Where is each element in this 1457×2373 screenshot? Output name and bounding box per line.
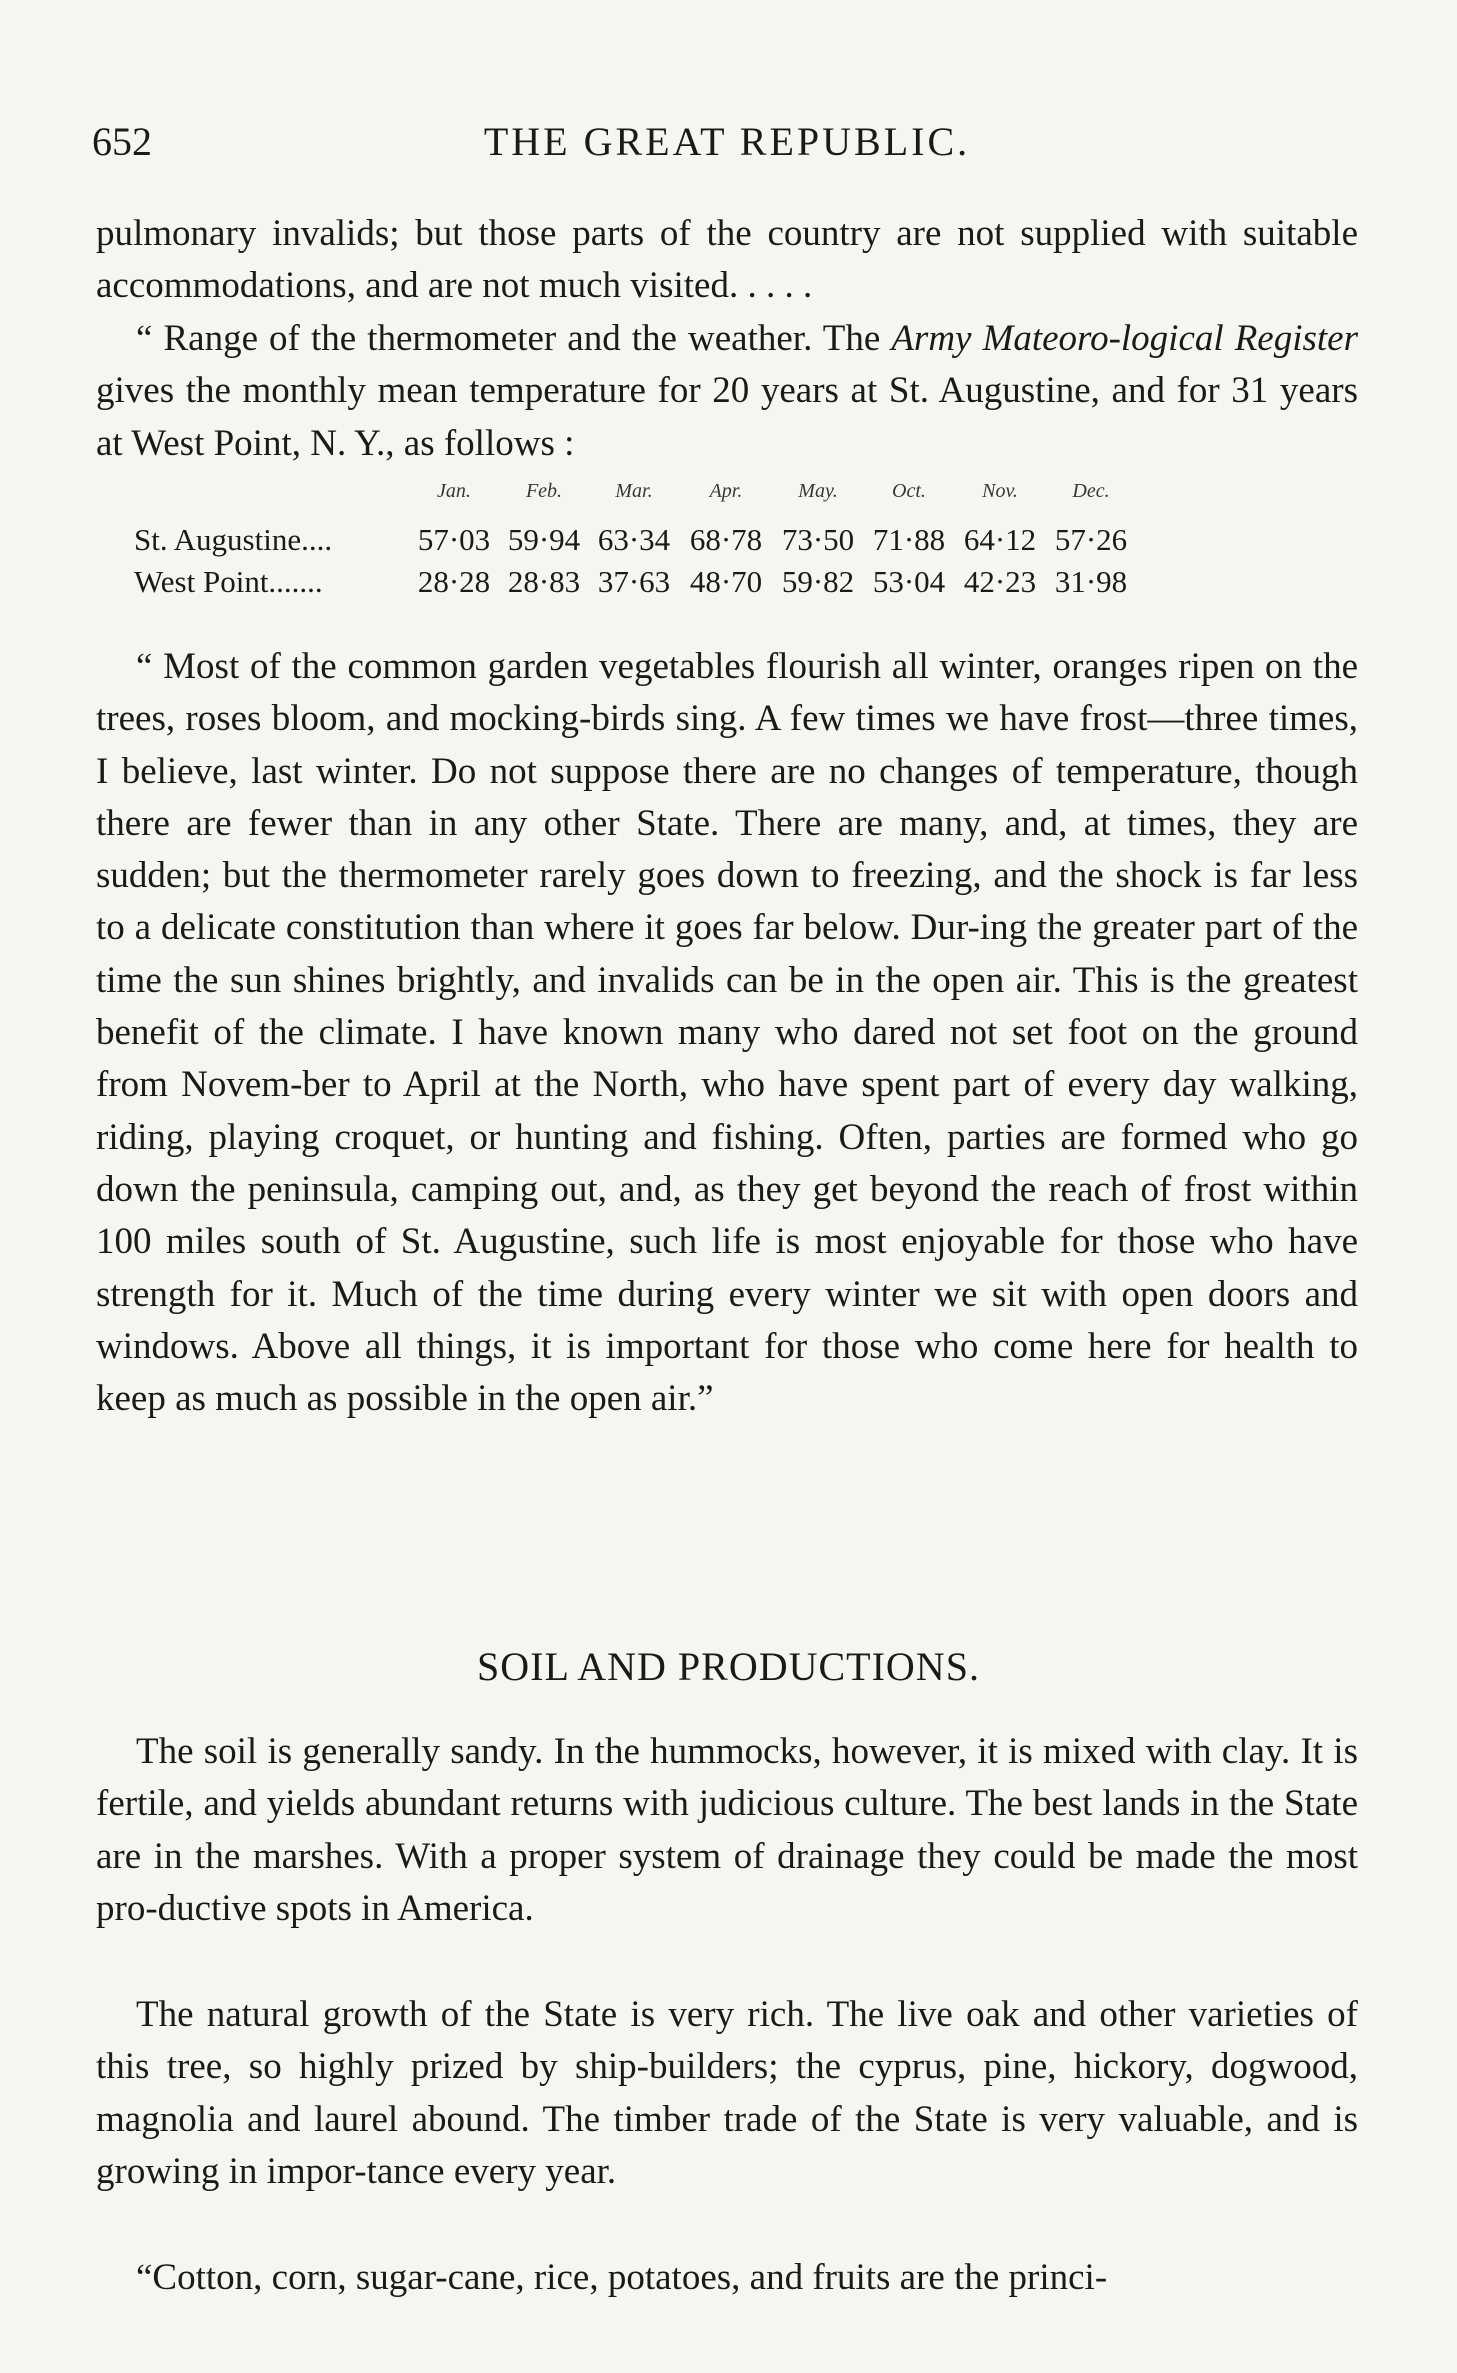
month-header: May.	[798, 480, 838, 502]
paragraph-soil: The soil is generally sandy. In the hummocks, however, it is mixed with clay. It is fertile, and yields abundant returns with judicious culture. The best lands in the State are in the marshes. With a proper system of drainage they could be made the most pro-ductive spots in America.	[96, 1731, 1358, 1929]
month-header: Oct.	[892, 480, 926, 502]
month-header: Jan.	[437, 480, 471, 502]
temperature-value: 42·23	[963, 564, 1037, 599]
month-header: Feb.	[525, 480, 563, 502]
temperature-value: 68·78	[689, 522, 763, 557]
temperature-value: 63·34	[597, 522, 671, 557]
temperature-value: 57·03	[417, 522, 491, 557]
temperature-value: 59·82	[781, 564, 855, 599]
temperature-value: 59·94	[507, 522, 581, 557]
temperature-value: 37·63	[597, 564, 671, 599]
intro-text-start: “ Range of the thermometer and the weather. The	[136, 318, 892, 359]
intro-text-end: gives the monthly mean temperature for 20 years at St. Augustine, and for 31 years at West Point, N. Y., as follows :	[96, 370, 1358, 464]
temperature-value: 28·83	[507, 564, 581, 599]
station-name: West Point.......	[134, 564, 323, 599]
section-heading: SOIL AND PRODUCTIONS.	[477, 1644, 980, 1689]
paragraph-natural-growth: The natural growth of the State is very rich. The live oak and other varieties of this tree, so highly prized by ship-builders; the cyprus, pine, hickory, dogwood, magnolia and laurel abound. The timber trade of the State is very valuable, and is growing in impor-tance every year.	[96, 1994, 1358, 2192]
month-header: Nov.	[982, 480, 1018, 502]
month-header: Mar.	[615, 480, 653, 502]
temperature-value: 31·98	[1054, 564, 1128, 599]
page-header	[92, 118, 1362, 178]
table-row	[96, 522, 1358, 562]
temperature-value: 73·50	[781, 522, 855, 557]
month-header: Apr.	[709, 480, 743, 502]
paragraph-productions: “Cotton, corn, sugar-cane, rice, potatoes, and fruits are the princi-	[136, 2257, 1108, 2298]
temperature-value: 48·70	[689, 564, 763, 599]
temperature-value: 57·26	[1054, 522, 1128, 557]
table-row	[96, 564, 1358, 604]
paragraph-climate-quote: “ Most of the common garden vegetables flourish all winter, oranges ripen on the trees, roses bloom, and mocking-birds sing. A few times we have frost—three times, I believe, last winter. Do not suppose there are no changes of temperature, though there are fewer than in any other State. There are many, and, at times, they are sudden; but the thermometer rarely goes down to freezing, and the shock is far less to a delicate constitution than where it goes far below. Dur-ing the greater part of the time the sun shines brightly, and invalids can be in the open air. This is the greatest benefit of the climate. I have known many who dared not set foot on the ground from Novem-ber to April at the North, who have spent part of every day walking, riding, playing croquet, or hunting and fishing. Often, parties are formed who go down the peninsula, camping out, and, as they get beyond the reach of frost within 100 miles south of St. Augustine, such life is most enjoyable for those who have strength for it. Much of the time during every winter we sit with open doors and windows. Above all things, it is important for those who come here for health to keep as much as possible in the open air.”	[96, 646, 1358, 1420]
temperature-value: 64·12	[963, 522, 1037, 557]
month-header: Dec.	[1072, 480, 1110, 502]
temperature-table	[96, 480, 1358, 599]
table-header-row	[96, 480, 1358, 514]
running-title: THE GREAT REPUBLIC.	[483, 119, 971, 164]
temperature-value: 28·28	[417, 564, 491, 599]
temperature-value: 53·04	[872, 564, 946, 599]
paragraph-continued: pulmonary invalids; but those parts of the country are not supplied with suitable accommodations, and are not much visited. . . . .	[96, 213, 1358, 307]
page-number: 652	[92, 119, 152, 164]
temperature-value: 71·88	[872, 522, 946, 557]
paragraph-thermometer-intro	[96, 313, 1358, 470]
station-name: St. Augustine....	[134, 522, 333, 557]
register-title: Army Mateoro-logical Register	[891, 318, 1359, 359]
